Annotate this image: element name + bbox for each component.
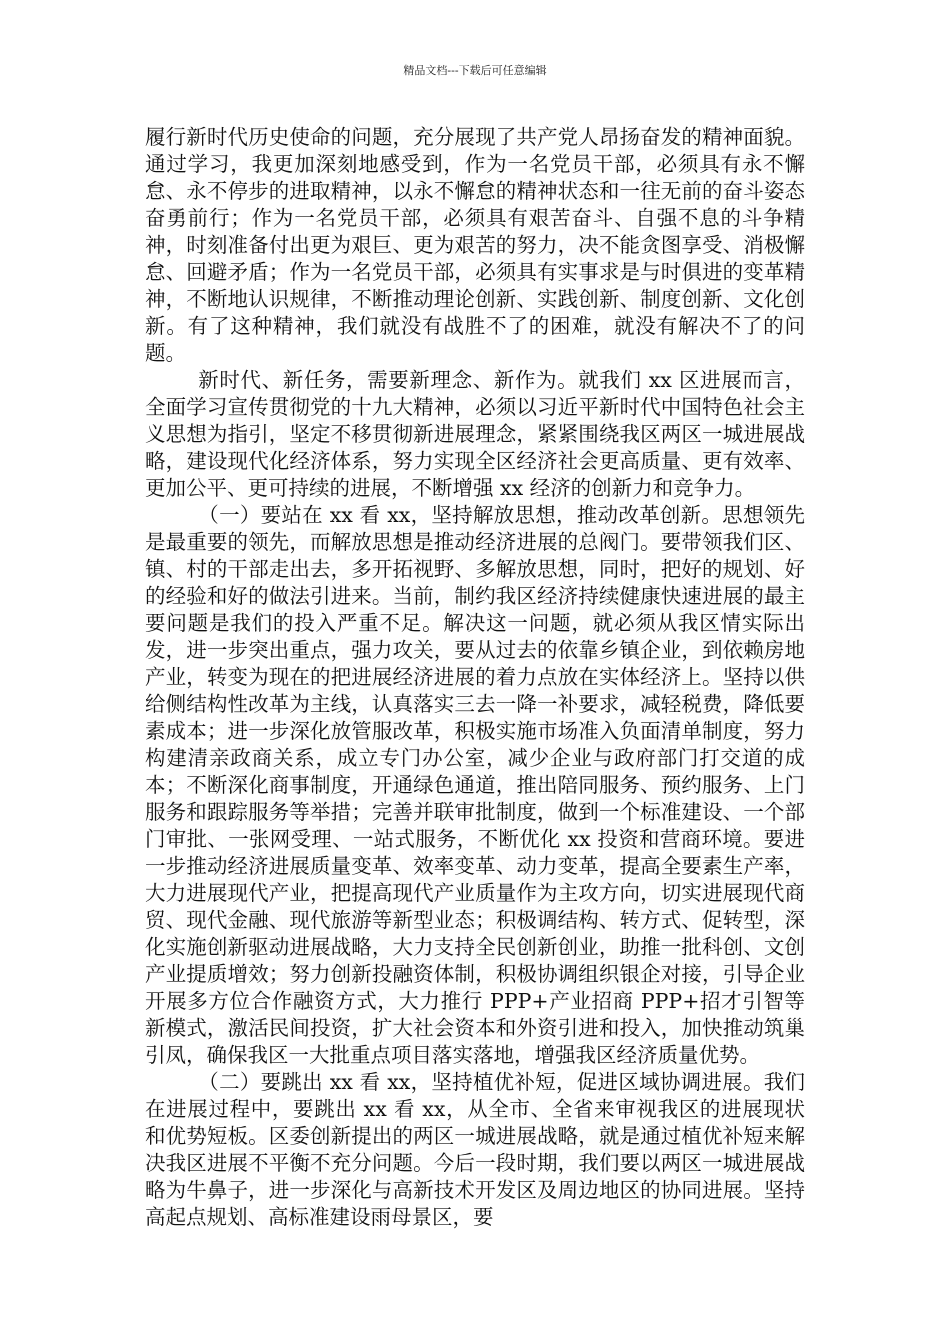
paragraph-4: （二）要跳出 xx 看 xx，坚持植优补短，促进区域协调进展。我们在进展过程中，要跳出 xx 看 xx，从全市、全省来审视我区的进展现状和优势短板。区委创新提出的两区一城进展战略，就是通过植优补短来解决我区进展不平衡不充分问题。今后一段时期，我们要以两区一城进展战略为牛鼻子，进一步深化与高新技术开发区及周边地区的协同进展。坚持高起点规划、高标准建设雨母景区，要: [145, 1070, 805, 1229]
paragraph-3: （一）要站在 xx 看 xx，坚持解放思想，推动改革创新。思想领先是最重要的领先，而解放思想是推动经济进展的总阀门。要带领我们区、镇、村的干部走出去，多开拓视野、多解放思想，同时，把好的规划、好的经验和好的做法引进来。当前，制约我区经济持续健康快速进展的最主要问题是我们的投入严重不足。解决这一问题，就必须从我区情实际出发，进一步突出重点，强力攻关，要从过去的依靠乡镇企业，到依赖房地产业，转变为现在的把进展经济进展的着力点放在实体经济上。坚持以供给侧结构性改革为主线，认真落实三去一降一补要求，减轻税费，降低要素成本；进一步深化放管服改革，积极实施市场准入负面清单制度，努力构建清亲政商关系，成立专门办公室，减少企业与政府部门打交道的成本；不断深化商事制度，开通绿色通道，推出陪同服务、预约服务、上门服务和跟踪服务等举措；完善并联审批制度，做到一个标准建设、一个部门审批、一张网受理、一站式服务，不断优化 xx 投资和营商环境。要进一步推动经济进展质量变革、效率变革、动力变革，提高全要素生产率，大力进展现代产业，把提高现代产业质量作为主攻方向，切实进展现代商贸、现代金融、现代旅游等新型业态；积极调结构、转方式、促转型，深化实施创新驱动进展战略，大力支持全民创新创业，助推一批科创、文创产业提质增效；努力创新投融资体制，积极协调组织银企对接，引导企业开展多方位合作融资方式，大力推行 PPP+产业招商 PPP+招才引智等新模式，激活民间投资，扩大社会资本和外资引进和投入，加快推动筑巢引凤，确保我区一大批重点项目落实落地，增强我区经济质量优势。: [145, 503, 805, 1067]
paragraph-2: 新时代、新任务，需要新理念、新作为。就我们 xx 区进展而言，全面学习宣传贯彻党的十九大精神，必须以习近平新时代中国特色社会主义思想为指引，坚定不移贯彻新进展理念，紧紧围绕我区两区一城进展战略，建设现代化经济体系，努力实现全区经济社会更高质量、更有效率、更加公平、更可持续的进展，不断增强 xx 经济的创新力和竞争力。: [145, 368, 805, 500]
page-header: 精品文档---下载后可任意编辑: [403, 64, 547, 77]
paragraph-1: 履行新时代历史使命的问题，充分展现了共产党人昂扬奋发的精神面貌。通过学习，我更加深刻地感受到，作为一名党员干部，必须具有永不懈怠、永不停步的进取精神，以永不懈怠的精神状态和一往无前的奋斗姿态奋勇前行；作为一名党员干部，必须具有艰苦奋斗、自强不息的斗争精神，时刻准备付出更为艰巨、更为艰苦的努力，决不能贪图享受、消极懈怠、回避矛盾；作为一名党员干部，必须具有实事求是与时俱进的变革精神，不断地认识规律，不断推动理论创新、实践创新、制度创新、文化创新。有了这种精神，我们就没有战胜不了的困难，就没有解决不了的问题。: [145, 125, 805, 365]
document-body: [145, 124, 805, 1231]
